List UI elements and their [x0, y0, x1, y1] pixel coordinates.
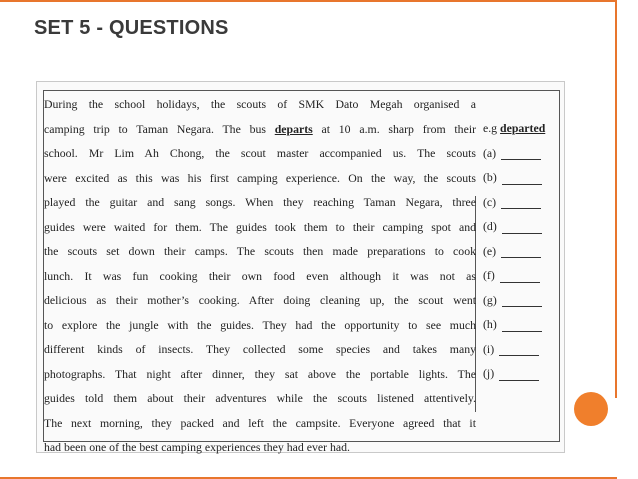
- slide-border-top: [0, 0, 617, 2]
- answer-column: [483, 116, 545, 386]
- answer-blank: [502, 294, 542, 307]
- answer-blank: [502, 221, 542, 234]
- answer-label: (h): [483, 317, 497, 331]
- answer-label: (i): [483, 341, 495, 356]
- passage-line: During the school holidays, the scouts of SMK Dato Megah organised a: [44, 97, 476, 111]
- passage-line: to explore the jungle with the guides. They had the opportunity to see much: [44, 317, 476, 332]
- answer-item: [483, 141, 545, 166]
- answer-item: [483, 239, 545, 264]
- passage: [44, 92, 476, 460]
- passage-line-end: at 10 a.m. sharp from their: [321, 121, 477, 136]
- slide-title: SET 5 - QUESTIONS: [34, 17, 229, 39]
- answer-blank: [502, 319, 542, 332]
- answer-example: [483, 116, 545, 141]
- answer-item: [483, 263, 545, 288]
- passage-line: [44, 117, 476, 142]
- passage-line: guides told them about their adventures while the scouts listened attentively.: [44, 391, 476, 405]
- slide-border-right: [615, 0, 617, 398]
- passage-line: The next morning, they packed and left the campsite. Everyone agreed that it: [44, 415, 476, 430]
- example-answer: departed: [500, 121, 546, 135]
- answer-item: [483, 312, 545, 337]
- answer-label: (f): [483, 268, 495, 282]
- answer-label: (b): [483, 170, 497, 184]
- passage-line-start: camping trip to Taman Negara. The bus: [44, 121, 266, 136]
- answer-blank: [501, 147, 541, 160]
- passage-line: the scouts set down their camps. The scouts then made preparations to cook: [44, 244, 476, 258]
- answer-label: (c): [483, 194, 497, 209]
- answer-item: [483, 337, 545, 362]
- underlined-word: departs: [274, 121, 313, 136]
- passage-line: different kinds of insects. They collected some species and takes many: [44, 342, 476, 356]
- decorative-circle: [574, 392, 608, 426]
- passage-line: school. Mr Lim Ah Chong, the scout master accompanied us. The scouts: [44, 146, 476, 160]
- passage-line: had been one of the best camping experiences they had ever had.: [44, 440, 350, 454]
- answer-item: [483, 165, 545, 190]
- answer-item: [483, 190, 545, 215]
- answer-blank: [499, 343, 539, 356]
- example-prefix: e.g: [483, 121, 498, 135]
- passage-line: guides were waited for them. The guides took them to their camping spot and: [44, 219, 476, 234]
- answer-label: (g): [483, 292, 497, 307]
- answer-blank: [501, 196, 541, 209]
- passage-line: lunch. It was fun cooking their own food even although it was not as: [44, 268, 476, 283]
- answer-blank: [501, 245, 541, 258]
- passage-line: delicious as their mother’s cooking. After doing cleaning up, the scout went: [44, 293, 476, 307]
- answer-item: [483, 288, 545, 313]
- passage-line: photographs. That night after dinner, they sat above the portable lights. The: [44, 366, 476, 381]
- answer-item: [483, 214, 545, 239]
- passage-line: were excited as this was his first camping experience. On the way, the scouts: [44, 170, 476, 185]
- answer-blank: [500, 270, 540, 283]
- answer-label: (a): [483, 145, 497, 160]
- passage-line: played the guitar and sang songs. When they reaching Taman Negara, three: [44, 195, 476, 209]
- answer-blank: [499, 368, 539, 381]
- answer-label: (e): [483, 243, 497, 258]
- answer-label: (d): [483, 219, 497, 233]
- answer-item: [483, 361, 545, 386]
- answer-blank: [502, 172, 542, 185]
- answer-label: (j): [483, 366, 495, 380]
